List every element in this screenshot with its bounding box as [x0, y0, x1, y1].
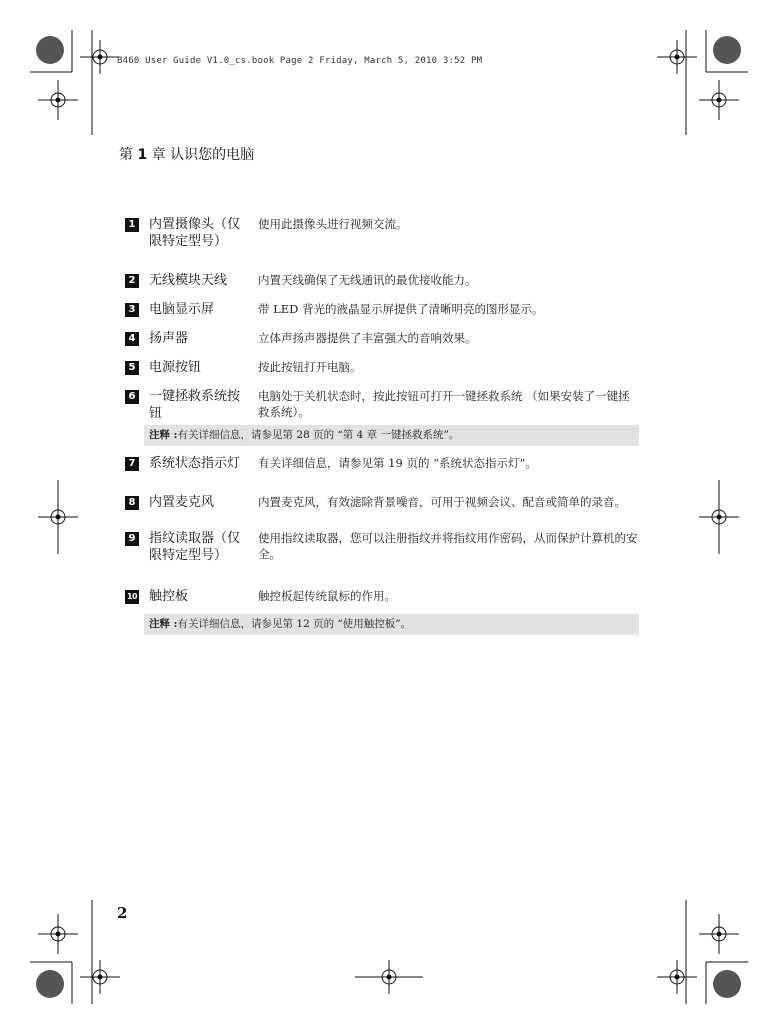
crosshair-icon	[38, 40, 739, 994]
item-number-badge: 3	[125, 303, 139, 317]
item-name: 一键拯救系统按钮	[149, 389, 241, 421]
item-description: 内置天线确保了无线通讯的最优接收能力。	[258, 273, 477, 287]
item-name: 内置摄像头（仅限特定型号）	[149, 217, 241, 249]
page-number: 2	[117, 904, 128, 922]
item-description: 立体声扬声器提供了丰富强大的音响效果。	[258, 331, 477, 345]
item-description: 使用此摄像头进行视频交流。	[258, 217, 408, 231]
item-name: 无线模块天线	[149, 273, 228, 288]
item-description: 内置麦克风，有效滤除背景噪音，可用于视频会议、配音或简单的录音。	[258, 495, 626, 509]
item-name: 指纹读取器（仅限特定型号）	[149, 531, 241, 563]
item-number-badge: 6	[125, 390, 139, 404]
item-description: 使用指纹读取器，您可以注册指纹并将指纹用作密码，从而保护计算机的安全。	[258, 531, 638, 561]
chapter-heading	[119, 144, 254, 164]
item-name: 内置麦克风	[149, 495, 215, 510]
item-number-badge: 8	[125, 496, 139, 510]
item-description: 触控板起传统鼠标的作用。	[258, 589, 396, 603]
note-label: 注释 :	[149, 429, 178, 441]
item-description: 电脑处于关机状态时，按此按钮可打开一键拯救系统 （如果安装了一键拯救系统）。	[258, 389, 630, 419]
item-name: 系统状态指示灯	[149, 456, 241, 471]
item-number-badge: 10	[125, 590, 139, 604]
note-label: 注释 :	[149, 618, 178, 630]
chapter-title: 章 认识您的电脑	[151, 147, 255, 163]
item-number-badge: 9	[125, 532, 139, 546]
print-header: B460 User Guide V1.0_cs.book Page 2 Friday, March 5, 2010 3:52 PM	[117, 56, 483, 66]
item-number-badge: 1	[125, 218, 139, 232]
item-description: 带 LED 背光的液晶显示屏提供了清晰明亮的图形显示。	[258, 302, 544, 316]
note-text: 有关详细信息，请参见第 28 页的 “第 4 章 一键拯救系统”。	[177, 429, 460, 441]
item-name: 扬声器	[149, 331, 189, 346]
item-number-badge: 2	[125, 274, 139, 288]
chapter-prefix: 第	[119, 147, 133, 163]
starburst-icon	[36, 36, 741, 998]
item-description: 按此按钮打开电脑。	[258, 360, 362, 374]
item-name: 电脑显示屏	[149, 302, 215, 317]
note-box	[144, 614, 639, 635]
item-name: 电源按钮	[149, 360, 202, 375]
item-number-badge: 5	[125, 361, 139, 375]
chapter-number: 1	[137, 147, 148, 163]
item-description: 有关详细信息，请参见第 19 页的 “系统状态指示灯”。	[258, 456, 537, 470]
note-box	[144, 425, 639, 446]
item-name: 触控板	[149, 589, 189, 604]
item-number-badge: 7	[125, 457, 139, 471]
note-text: 有关详细信息，请参见第 12 页的 “使用触控板”。	[177, 618, 412, 630]
item-number-badge: 4	[125, 332, 139, 346]
